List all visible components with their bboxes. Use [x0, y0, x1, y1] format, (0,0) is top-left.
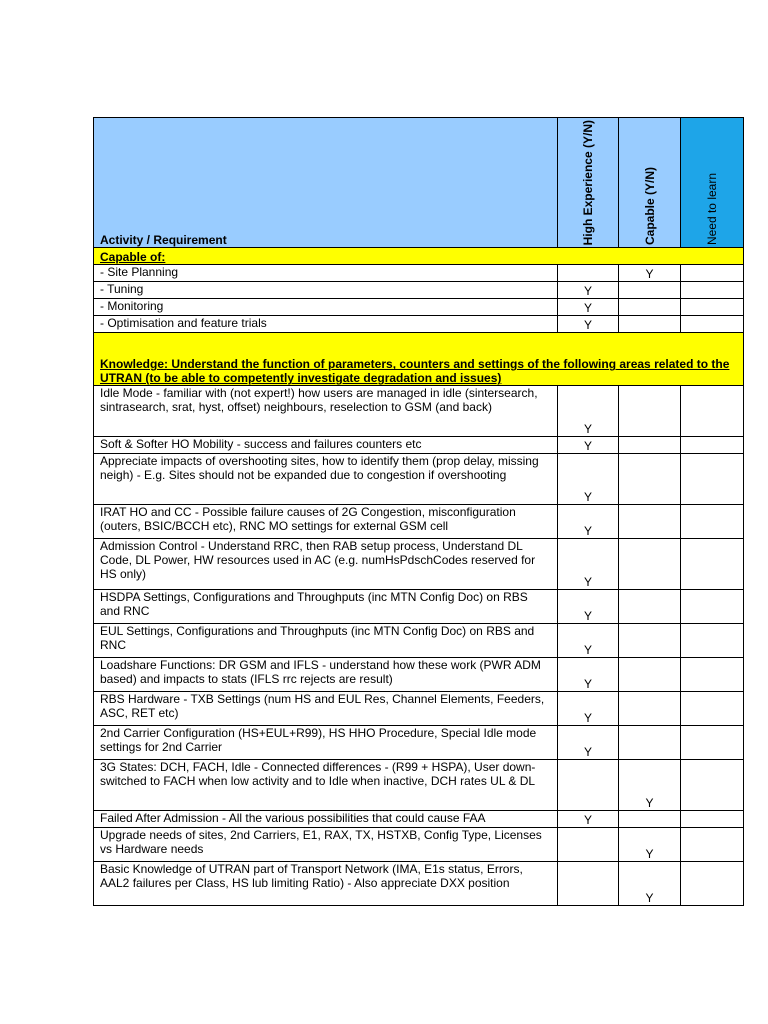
row-capable-cell	[619, 692, 681, 726]
section-title-knowledge: Knowledge: Understand the function of parameters, counters and settings of the following areas related to the UTRAN (to be able to competently investigate degradation and issues)	[94, 333, 744, 386]
row-learn-cell	[681, 454, 744, 505]
row-high-cell: Y	[558, 454, 619, 505]
row-learn-cell	[681, 624, 744, 658]
row-activity-cell: 3G States: DCH, FACH, Idle - Connected differences - (R99 + HSPA), User down-switched to FACH when low activity and to Idle when inactive, DCH rates UL & DL	[94, 760, 558, 811]
row-activity-cell: RBS Hardware - TXB Settings (num HS and EUL Res, Channel Elements, Feeders, ASC, RET etc)	[94, 692, 558, 726]
row-capable-cell	[619, 299, 681, 316]
row-learn-cell	[681, 590, 744, 624]
header-high-experience: High Experience (Y/N)	[558, 118, 619, 248]
row-capable-cell	[619, 539, 681, 590]
row-learn-cell	[681, 386, 744, 437]
row-activity-cell: Appreciate impacts of overshooting sites, how to identify them (prop delay, missing neigh) - E.g. Sites should not be expanded due to congestion if overshooting	[94, 454, 558, 505]
row-high-cell	[558, 862, 619, 906]
row-capable-cell	[619, 454, 681, 505]
section-row-capable	[94, 248, 744, 265]
row-activity-cell: EUL Settings, Configurations and Throughputs (inc MTN Config Doc) on RBS and RNC	[94, 624, 558, 658]
row-capable-cell	[619, 590, 681, 624]
header-row	[94, 118, 744, 248]
header-need-to-learn: Need to learn	[681, 118, 744, 248]
row-activity-cell: Idle Mode - familiar with (not expert!) how users are managed in idle (sintersearch, sintrasearch, srat, hyst, offset) neighbours, reselection to GSM (and back)	[94, 386, 558, 437]
table-row	[94, 624, 744, 658]
table-row	[94, 437, 744, 454]
row-high-cell: Y	[558, 539, 619, 590]
row-activity-cell: - Monitoring	[94, 299, 558, 316]
row-capable-cell	[619, 316, 681, 333]
row-capable-cell	[619, 386, 681, 437]
row-activity-cell: Basic Knowledge of UTRAN part of Transport Network (IMA, E1s status, Errors, AAL2 failures per Class, HS lub limiting Ratio) - Also appreciate DXX position	[94, 862, 558, 906]
row-capable-cell: Y	[619, 862, 681, 906]
row-activity-cell: Loadshare Functions: DR GSM and IFLS - understand how these work (PWR ADM based) and impacts to stats (IFLS rrc rejects are result)	[94, 658, 558, 692]
row-learn-cell	[681, 692, 744, 726]
table-row	[94, 692, 744, 726]
table-row	[94, 539, 744, 590]
row-capable-cell	[619, 437, 681, 454]
row-learn-cell	[681, 437, 744, 454]
table-row	[94, 590, 744, 624]
row-capable-cell	[619, 658, 681, 692]
row-high-cell: Y	[558, 658, 619, 692]
row-learn-cell	[681, 539, 744, 590]
row-learn-cell	[681, 658, 744, 692]
table-row	[94, 282, 744, 299]
table-row	[94, 811, 744, 828]
table-row	[94, 505, 744, 539]
row-capable-cell	[619, 811, 681, 828]
row-high-cell: Y	[558, 505, 619, 539]
table-row	[94, 299, 744, 316]
row-capable-cell	[619, 624, 681, 658]
section-row-knowledge	[94, 333, 744, 386]
knowledge-rows	[94, 386, 744, 906]
row-activity-cell: Failed After Admission - All the various possibilities that could cause FAA	[94, 811, 558, 828]
row-learn-cell	[681, 760, 744, 811]
row-learn-cell	[681, 828, 744, 862]
row-high-cell: Y	[558, 624, 619, 658]
row-high-cell: Y	[558, 299, 619, 316]
row-activity-cell: Upgrade needs of sites, 2nd Carriers, E1, RAX, TX, HSTXB, Config Type, Licenses vs Hardware needs	[94, 828, 558, 862]
table-row	[94, 386, 744, 437]
row-capable-cell	[619, 505, 681, 539]
row-capable-cell	[619, 282, 681, 299]
row-learn-cell	[681, 265, 744, 282]
row-learn-cell	[681, 505, 744, 539]
capable-rows	[94, 265, 744, 333]
requirements-table	[93, 117, 744, 906]
row-high-cell: Y	[558, 692, 619, 726]
row-high-cell	[558, 265, 619, 282]
row-capable-cell: Y	[619, 760, 681, 811]
table-row	[94, 265, 744, 282]
row-capable-cell	[619, 726, 681, 760]
header-capable: Capable (Y/N)	[619, 118, 681, 248]
row-activity-cell: HSDPA Settings, Configurations and Throughputs (inc MTN Config Doc) on RBS and RNC	[94, 590, 558, 624]
table-row	[94, 316, 744, 333]
row-capable-cell: Y	[619, 265, 681, 282]
row-high-cell: Y	[558, 316, 619, 333]
row-learn-cell	[681, 726, 744, 760]
table-row	[94, 828, 744, 862]
row-activity-cell: - Tuning	[94, 282, 558, 299]
table-row	[94, 862, 744, 906]
row-high-cell: Y	[558, 726, 619, 760]
row-activity-cell: - Site Planning	[94, 265, 558, 282]
table-row	[94, 454, 744, 505]
row-high-cell	[558, 760, 619, 811]
table-row	[94, 658, 744, 692]
row-activity-cell: Admission Control - Understand RRC, then RAB setup process, Understand DL Code, DL Power, HW resources used in AC (e.g. numHsPdschCodes reserved for HS only)	[94, 539, 558, 590]
table-row	[94, 760, 744, 811]
row-high-cell: Y	[558, 437, 619, 454]
table-row	[94, 726, 744, 760]
row-activity-cell: 2nd Carrier Configuration (HS+EUL+R99), HS HHO Procedure, Special Idle mode settings for 2nd Carrier	[94, 726, 558, 760]
row-learn-cell	[681, 299, 744, 316]
header-activity: Activity / Requirement	[94, 118, 558, 248]
row-high-cell	[558, 828, 619, 862]
row-learn-cell	[681, 316, 744, 333]
section-title-capable: Capable of:	[94, 248, 744, 265]
row-high-cell: Y	[558, 282, 619, 299]
row-activity-cell: IRAT HO and CC - Possible failure causes of 2G Congestion, misconfiguration (outers, BSIC/BCCH etc), RNC MO settings for external GSM cell	[94, 505, 558, 539]
row-high-cell: Y	[558, 811, 619, 828]
row-activity-cell: - Optimisation and feature trials	[94, 316, 558, 333]
row-high-cell: Y	[558, 590, 619, 624]
row-learn-cell	[681, 811, 744, 828]
row-learn-cell	[681, 862, 744, 906]
row-activity-cell: Soft & Softer HO Mobility - success and failures counters etc	[94, 437, 558, 454]
row-capable-cell: Y	[619, 828, 681, 862]
row-learn-cell	[681, 282, 744, 299]
row-high-cell: Y	[558, 386, 619, 437]
